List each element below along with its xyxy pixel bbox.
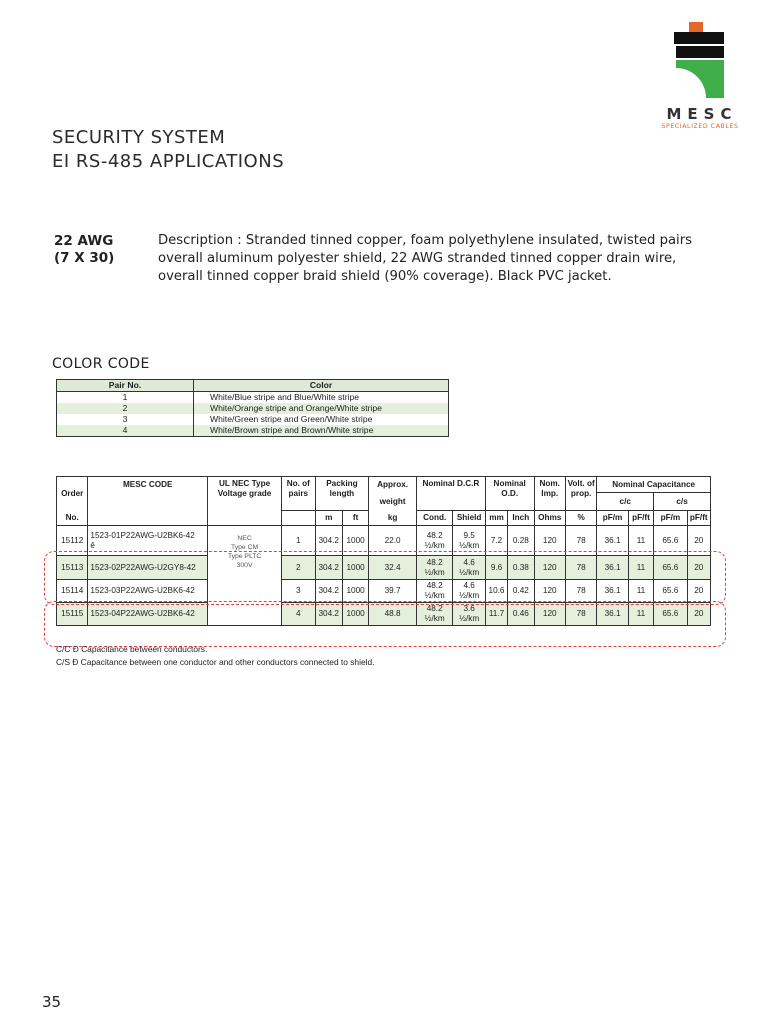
weight-kg: 39.7 [369,580,417,603]
header-ul-line1: UL NEC Type [219,479,271,488]
pair-number: 4 [57,425,194,437]
header-approx: Approx. [369,477,417,493]
ul-type-nec: NEC [237,535,252,542]
dcr-shield-value: 3.6 [463,604,475,613]
pair-color: White/Orange stripe and Orange/White stripe [194,403,449,414]
dcr-shield-unit: ½/km [459,591,480,600]
footnote-cc: C/C Ð Capacitance between conductors. [56,644,208,654]
dcr-shield-unit: ½/km [459,540,480,550]
mesc-code-extra: ê [90,540,95,550]
length-m: 304.2 [315,580,342,603]
weight-kg: 22.0 [369,526,417,556]
cap-cs-pf-m: 65.6 [654,603,687,626]
od-mm: 7.2 [485,526,507,556]
unit-blank [282,511,315,526]
length-ft: 1000 [342,556,368,580]
header-order: Order [57,477,88,511]
highlight-outline-upper [44,551,726,605]
color-code-row [57,403,449,414]
header-velocity-of-propagation: Volt. of prop. [565,477,596,511]
cap-cc-pf-ft: 11 [628,556,653,580]
order-number: 15112 [57,526,88,556]
od-inch: 0.38 [508,556,534,580]
header-pairs: No. of pairs [282,477,315,511]
header-nominal-od: Nominal O.D. [485,477,534,511]
od-inch: 0.46 [508,603,534,626]
color-code-title: COLOR CODE [52,356,150,372]
length-m: 304.2 [315,556,342,580]
color-code-row [57,425,449,437]
header-ul-line2: Voltage grade [217,489,272,498]
pairs-value: 3 [282,580,315,603]
logo-black-block-bottom [676,46,724,58]
header-nominal-impedance: Nom. Imp. [534,477,565,511]
header-ul-nec-type [208,477,282,526]
header-nominal-dcr: Nominal D.C.R [416,477,485,511]
cap-cs-pf-ft: 20 [687,603,710,626]
cap-cs-pf-ft: 20 [687,526,710,556]
od-inch: 0.28 [508,526,534,556]
brand-subtitle: SPECIALIZED CABLES [661,123,739,130]
cap-cc-pf-m: 36.1 [597,580,628,603]
cap-cc-pf-ft: 11 [628,526,653,556]
mesc-code-value: 1523-01P22AWG-U2BK6-42 [90,530,195,540]
unit-inch: Inch [508,511,534,526]
unit-shield: Shield [453,511,485,526]
color-code-header-color: Color [194,380,449,392]
color-code-header-pair: Pair No. [57,380,194,392]
cap-cc-pf-m: 36.1 [597,556,628,580]
page-title-line2: EI RS-485 APPLICATIONS [52,151,285,172]
unit-ft: ft [342,511,368,526]
unit-kg: kg [369,511,417,526]
order-number: 15113 [57,556,88,580]
pair-color: White/Brown stripe and Brown/White stripe [194,425,449,437]
weight-kg: 48.8 [369,603,417,626]
header-mesc-code: MESC CODE [88,477,208,526]
ul-type-pltc: Type PLTC [227,553,262,560]
od-inch: 0.42 [508,580,534,603]
color-code-row [57,392,449,404]
cap-cs-pf-m: 65.6 [654,556,687,580]
unit-cc-pf-m: pF/m [597,511,628,526]
cap-cs-pf-m: 65.6 [654,580,687,603]
cap-cc-pf-m: 36.1 [597,526,628,556]
stranding-label: (7 X 30) [54,250,115,266]
logo-orange-block [689,22,703,32]
od-mm: 11.7 [485,603,507,626]
pair-number: 1 [57,392,194,404]
logo-black-block-top [674,32,724,44]
unit-cs-pf-ft: pF/ft [687,511,710,526]
color-code-table [56,379,449,437]
cap-cc-pf-m: 36.1 [597,603,628,626]
dcr-cond-unit: ½/km [424,614,445,623]
impedance-ohms: 120 [534,556,565,580]
description-line: overall aluminum polyester shield, 22 AWG stranded tinned copper drain wire, [158,251,677,266]
dcr-shield-value: 9.5 [463,530,475,540]
unit-cond: Cond. [416,511,453,526]
length-ft: 1000 [342,603,368,626]
ul-type-cm: Type CM [230,544,259,551]
highlight-outline-lower [44,601,726,647]
logo-green-shape [676,60,724,98]
cap-cs-pf-ft: 20 [687,556,710,580]
unit-percent: % [565,511,596,526]
pair-number: 3 [57,414,194,425]
color-code-row [57,414,449,425]
impedance-ohms: 120 [534,526,565,556]
dcr-cond-unit: ½/km [424,540,445,550]
ul-voltage: 300V [236,562,253,569]
description-line: overall tinned copper braid shield (90% coverage). Black PVC jacket. [158,269,612,284]
length-ft: 1000 [342,580,368,603]
cap-cs-pf-m: 65.6 [654,526,687,556]
dcr-cond-value: 48.2 [426,581,443,590]
description-line: Description : Stranded tinned copper, foam polyethylene insulated, twisted pairs [158,233,692,248]
header-packing-length: Packing length [315,477,369,511]
weight-kg: 32.4 [369,556,417,580]
dcr-shield-value: 4.6 [463,557,475,567]
propagation-percent: 78 [565,526,596,556]
order-number: 15115 [57,603,88,626]
length-m: 304.2 [315,603,342,626]
page-title-line1: SECURITY SYSTEM [52,127,226,148]
header-nominal-capacitance: Nominal Capacitance [597,477,711,493]
pair-color: White/Green stripe and Green/White stripe [194,414,449,425]
propagation-percent: 78 [565,580,596,603]
gauge-label: 22 AWG [54,233,114,249]
od-mm: 9.6 [485,556,507,580]
dcr-cond-value: 48.2 [426,557,443,567]
header-cap-cc: c/c [597,493,654,511]
impedance-ohms: 120 [534,580,565,603]
order-number: 15114 [57,580,88,603]
propagation-percent: 78 [565,556,596,580]
unit-cc-pf-ft: pF/ft [628,511,653,526]
header-weight: weight [369,493,417,511]
page-number: 35 [42,993,62,1011]
header-order-no: No. [57,511,88,526]
dcr-shield-value: 4.6 [463,581,475,590]
dcr-cond-unit: ½/km [424,567,445,577]
dcr-cond-value: 48.2 [426,604,443,613]
unit-cs-pf-m: pF/m [654,511,687,526]
dcr-cond-unit: ½/km [424,591,445,600]
mesc-code: 1523-04P22AWG-U2BK6-42 [88,603,208,626]
pair-color: White/Blue stripe and Blue/White stripe [194,392,449,404]
propagation-percent: 78 [565,603,596,626]
length-m: 304.2 [315,526,342,556]
cap-cc-pf-ft: 11 [628,580,653,603]
pairs-value: 1 [282,526,315,556]
mesc-code: 1523-03P22AWG-U2BK6-42 [88,580,208,603]
unit-mm: mm [485,511,507,526]
mesc-code: 1523-02P22AWG-U2GY8-42 [88,556,208,580]
brand-name: MESC [666,105,738,123]
impedance-ohms: 120 [534,603,565,626]
header-cap-cs: c/s [654,493,711,511]
dcr-shield-unit: ½/km [459,567,480,577]
pair-number: 2 [57,403,194,414]
length-ft: 1000 [342,526,368,556]
unit-ohms: Ohms [534,511,565,526]
od-mm: 10.6 [485,580,507,603]
cap-cc-pf-ft: 11 [628,603,653,626]
pairs-value: 4 [282,603,315,626]
pairs-value: 2 [282,556,315,580]
dcr-cond-value: 48.2 [426,530,443,540]
unit-m: m [315,511,342,526]
dcr-shield-unit: ½/km [459,614,480,623]
cap-cs-pf-ft: 20 [687,580,710,603]
footnote-cs: C/S Ð Capacitance between one conductor and other conductors connected to shield. [56,657,375,667]
